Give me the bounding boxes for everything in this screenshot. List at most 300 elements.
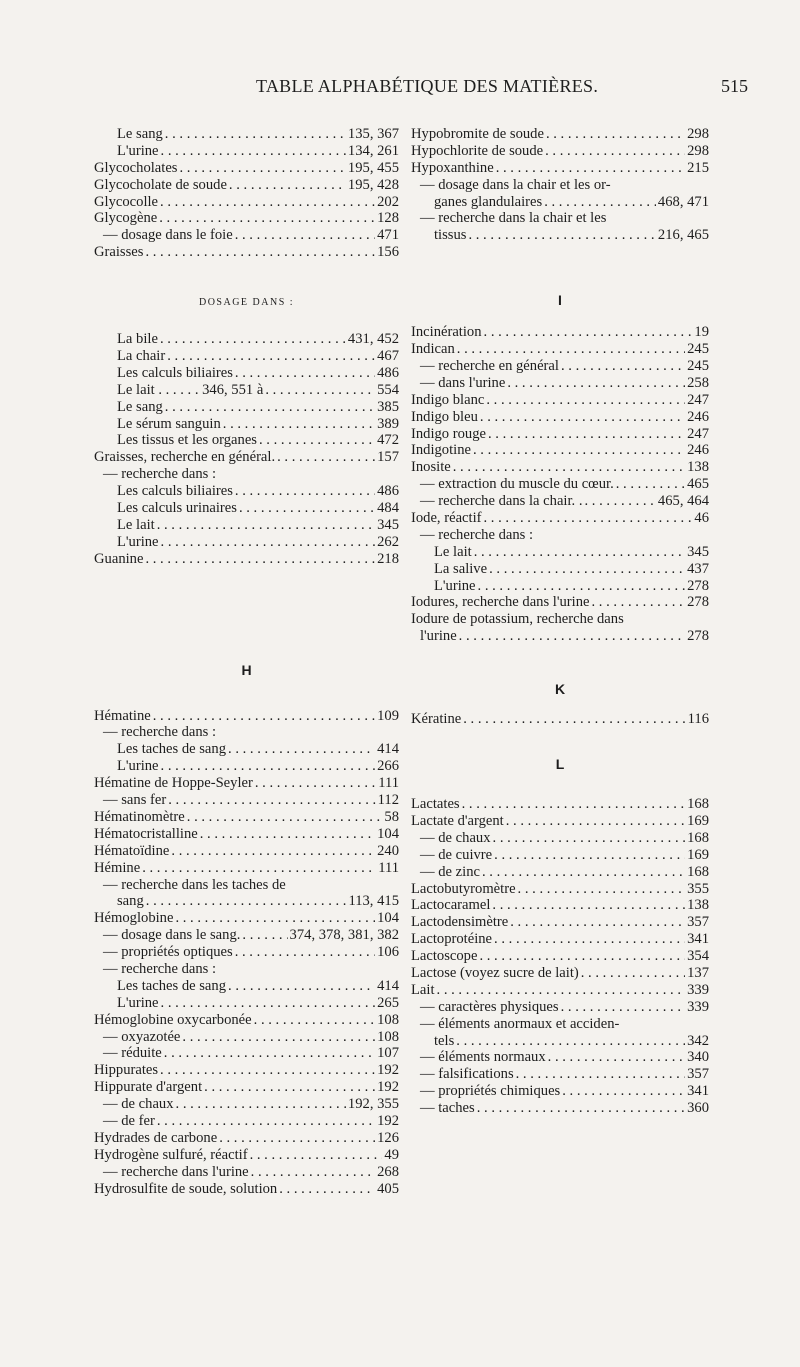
- index-entry: [411, 881, 709, 898]
- entry-term: Iode, réactif: [411, 510, 482, 527]
- index-entry: [94, 449, 399, 466]
- leader-dots: [546, 126, 685, 143]
- index-entry: [94, 927, 399, 944]
- entry-term: — dans l'urine: [420, 374, 506, 391]
- index-entry: [411, 948, 709, 965]
- index-entry: [94, 551, 399, 568]
- leader-dots: [160, 194, 375, 211]
- entry-term: — recherche dans l'urine: [103, 1163, 249, 1180]
- entry-term: sang: [117, 893, 144, 910]
- index-entry-continued: — éléments anormaux et acciden-: [420, 1015, 620, 1032]
- entry-pages: 339: [687, 998, 709, 1015]
- entry-pages: 247: [687, 391, 709, 408]
- entry-pages: 245: [687, 341, 709, 358]
- entry-pages: 431, 452: [347, 331, 399, 348]
- entry-term: Hypobromite de soude: [411, 126, 544, 142]
- entry-term: — recherche en général: [420, 358, 559, 375]
- left-column: [94, 126, 399, 1197]
- entry-term: Guanine: [94, 550, 144, 567]
- index-entry: [411, 711, 709, 728]
- leader-dots: [175, 910, 375, 927]
- entry-pages: 112: [377, 792, 399, 809]
- index-entry: [94, 1147, 399, 1164]
- index-entry: [411, 864, 709, 881]
- entry-term: tels: [434, 1032, 455, 1049]
- leader-dots: [219, 1130, 375, 1147]
- entry-term: La chair: [117, 348, 166, 365]
- entry-pages: 108: [377, 1011, 399, 1028]
- index-entry: [411, 830, 709, 847]
- leader-dots: [223, 416, 375, 433]
- entry-pages: 389: [377, 415, 399, 432]
- entry-pages: 355: [687, 880, 709, 897]
- entry-pages: 46: [694, 510, 709, 527]
- index-entry: [411, 392, 709, 409]
- entry-term: Indigotine: [411, 442, 471, 459]
- index-entry: [411, 476, 709, 493]
- entry-pages: 414: [377, 977, 399, 994]
- entry-term: — de chaux: [420, 829, 491, 846]
- dosage-list: [94, 331, 399, 567]
- letter-heading-k: K: [554, 681, 566, 698]
- entry-pages: 49: [384, 1146, 399, 1163]
- leader-dots: [157, 1113, 375, 1130]
- index-entry: [411, 143, 709, 160]
- index-entry: [411, 375, 709, 392]
- leader-dots: [161, 143, 346, 160]
- leader-dots: [255, 775, 376, 792]
- entry-term: Inosite: [411, 459, 451, 476]
- leader-dots: [478, 578, 686, 595]
- left-top-list: [94, 126, 399, 261]
- entry-pages: 268: [377, 1163, 399, 1180]
- index-entry: [411, 442, 709, 459]
- index-entry: [94, 724, 399, 741]
- leader-dots: [146, 893, 347, 910]
- index-entry: [94, 483, 399, 500]
- entry-pages: 111: [378, 775, 399, 792]
- entry-pages: 345: [377, 516, 399, 533]
- entry-term: — propriétés chimiques: [420, 1083, 561, 1100]
- index-entry: [411, 1100, 709, 1117]
- leader-dots: [561, 999, 686, 1016]
- index-entry: [411, 578, 709, 595]
- letter-heading-h: H: [241, 661, 252, 678]
- entry-pages: 215: [687, 159, 709, 176]
- index-entry: [411, 561, 709, 578]
- leader-dots: [153, 708, 375, 725]
- entry-term: — dosage dans le sang.: [103, 927, 241, 944]
- leader-dots: [548, 1049, 685, 1066]
- entry-pages: 341: [687, 931, 709, 948]
- index-entry: [411, 194, 709, 211]
- index-entry: [94, 534, 399, 551]
- leader-dots: [473, 442, 685, 459]
- entry-pages: 218: [377, 550, 399, 567]
- entry-pages: 437: [687, 560, 709, 577]
- entry-pages: 486: [377, 483, 399, 500]
- entry-pages: 247: [687, 425, 709, 442]
- entry-term: Lactoprotéine: [411, 931, 493, 948]
- entry-pages: 216, 465: [657, 227, 709, 244]
- index-entry: [94, 194, 399, 211]
- index-entry-continued: — dosage dans la chair et les or-: [420, 176, 611, 193]
- entry-term: Les calculs biliaires: [117, 364, 233, 381]
- entry-pages: 157: [377, 449, 399, 466]
- entry-pages: 405: [377, 1180, 399, 1197]
- leader-dots: [518, 881, 686, 898]
- leader-dots: [494, 931, 685, 948]
- leader-dots: [161, 534, 376, 551]
- entry-pages: 116: [687, 711, 709, 728]
- page-number: 515: [721, 76, 748, 96]
- index-entry: [94, 860, 399, 877]
- index-entry: [411, 544, 709, 561]
- letter-heading-i: I: [558, 292, 562, 309]
- entry-pages: 484: [377, 500, 399, 517]
- leader-dots: [165, 126, 346, 143]
- entry-term: Les calculs urinaires: [117, 500, 237, 517]
- entry-pages: 111: [378, 859, 399, 876]
- leader-dots: [160, 331, 346, 348]
- index-entry: [94, 244, 399, 261]
- index-entry: [94, 210, 399, 227]
- leader-dots: [279, 1181, 375, 1198]
- leader-dots: [142, 860, 376, 877]
- leader-dots: [591, 594, 685, 611]
- entry-term: — recherche dans :: [420, 526, 534, 543]
- leader-dots: [482, 864, 685, 881]
- entry-term: Hématine de Hoppe-Seyler: [94, 775, 253, 792]
- entry-term: — sans fer: [103, 792, 167, 809]
- entry-term: Hématoïdine: [94, 842, 170, 859]
- index-entry: [94, 517, 399, 534]
- index-entry: [94, 843, 399, 860]
- entry-pages: 341: [687, 1083, 709, 1100]
- entry-pages: 195, 455: [347, 159, 399, 176]
- entry-pages: 58: [384, 808, 399, 825]
- leader-dots: [235, 483, 375, 500]
- index-entry: [411, 847, 709, 864]
- leader-dots: [159, 210, 375, 227]
- entry-term: — propriétés optiques: [103, 944, 233, 961]
- right-column: [411, 126, 709, 1117]
- leader-dots: [506, 813, 685, 830]
- leader-dots: [584, 493, 655, 510]
- entry-term: Indigo blanc: [411, 391, 485, 408]
- index-entry: [94, 416, 399, 433]
- index-entry: [94, 1164, 399, 1181]
- entry-term: L'urine: [117, 994, 159, 1011]
- entry-term: Incinération: [411, 324, 482, 341]
- index-entry: [94, 466, 399, 483]
- entry-pages: 298: [687, 126, 709, 142]
- index-entry: [94, 758, 399, 775]
- entry-pages: 266: [377, 758, 399, 775]
- leader-dots: [179, 160, 345, 177]
- entry-term: La salive: [434, 560, 488, 577]
- entry-term: Hydrosulfite de soude, solution: [94, 1180, 278, 1197]
- entry-pages: 168: [687, 829, 709, 846]
- entry-pages: 108: [377, 1028, 399, 1045]
- entry-term: Le lait: [434, 543, 472, 560]
- index-entry: [94, 365, 399, 382]
- entry-pages: 339: [687, 981, 709, 998]
- entry-pages: 109: [377, 707, 399, 724]
- l-list-2: [411, 1049, 709, 1117]
- entry-term: Lactoscope: [411, 948, 478, 965]
- index-entry: [411, 527, 709, 544]
- leader-dots: [259, 432, 375, 449]
- entry-pages: 113, 415: [348, 893, 399, 910]
- index-entry: [94, 500, 399, 517]
- entry-pages: 278: [687, 628, 709, 645]
- leader-dots: [456, 1033, 685, 1050]
- entry-term: Indigo rouge: [411, 425, 486, 442]
- leader-dots: [562, 1083, 685, 1100]
- leader-dots: [239, 500, 375, 517]
- leader-dots: [507, 375, 685, 392]
- index-entry: [94, 877, 399, 894]
- leader-dots: [492, 897, 685, 914]
- entry-pages: 246: [687, 442, 709, 459]
- leader-dots: [235, 944, 375, 961]
- leader-dots: [228, 978, 375, 995]
- index-entry: [411, 341, 709, 358]
- leader-dots: [561, 358, 685, 375]
- entry-term: L'urine: [117, 758, 159, 775]
- index-entry: [411, 1033, 709, 1050]
- entry-term: — dosage dans le foie: [103, 227, 233, 244]
- entry-pages: 414: [377, 741, 399, 758]
- leader-dots: [229, 177, 346, 194]
- entry-pages: 357: [687, 1066, 709, 1083]
- entry-term: L'urine: [434, 577, 476, 594]
- entry-pages: 104: [377, 910, 399, 927]
- index-entry: [94, 1113, 399, 1130]
- entry-pages: 192: [377, 1112, 399, 1129]
- entry-term: Hydrades de carbone: [94, 1129, 218, 1146]
- entry-term: ganes glandulaires: [434, 193, 543, 210]
- entry-term: — de fer: [103, 1112, 155, 1129]
- entry-pages: 134, 261: [347, 142, 399, 159]
- leader-dots: [182, 1029, 375, 1046]
- index-entry: [94, 1130, 399, 1147]
- index-entry: [94, 893, 399, 910]
- entry-pages: 240: [377, 842, 399, 859]
- leader-dots: [242, 927, 287, 944]
- entry-term: Hémine: [94, 859, 141, 876]
- leader-dots: [200, 826, 375, 843]
- entry-pages: 126: [377, 1129, 399, 1146]
- leader-dots: [171, 843, 375, 860]
- entry-term: Glycocolle: [94, 193, 159, 210]
- k-list: [411, 711, 709, 728]
- entry-term: — de chaux: [103, 1096, 174, 1113]
- entry-pages: 472: [377, 432, 399, 449]
- entry-pages: 168: [687, 863, 709, 880]
- entry-pages: 265: [377, 994, 399, 1011]
- entry-pages: 106: [377, 944, 399, 961]
- index-entry-continued: — recherche dans la chair et les: [420, 210, 607, 227]
- entry-term: Indigo bleu: [411, 408, 478, 425]
- index-entry: [411, 914, 709, 931]
- leader-dots: [463, 711, 685, 728]
- entry-pages: 298: [687, 142, 709, 159]
- entry-pages: 465, 464: [657, 493, 709, 510]
- index-entry: [94, 331, 399, 348]
- entry-term: Hématine: [94, 707, 151, 724]
- entry-term: Glycocholates: [94, 159, 178, 176]
- index-entry: [411, 999, 709, 1016]
- leader-dots: [488, 426, 685, 443]
- index-entry: [411, 324, 709, 341]
- entry-term: — de zinc: [420, 863, 480, 880]
- leader-dots: [516, 1066, 685, 1083]
- leader-dots: [484, 324, 693, 341]
- index-entry: [94, 143, 399, 160]
- entry-pages: 246: [687, 408, 709, 425]
- leader-dots: [235, 365, 375, 382]
- index-entry-continued: Iodure de potassium, recherche dans: [411, 611, 624, 628]
- entry-term: Hémoglobine: [94, 910, 174, 927]
- entry-pages: 342: [687, 1032, 709, 1049]
- entry-term: — caractères physiques: [420, 998, 559, 1015]
- index-entry: [411, 796, 709, 813]
- leader-dots: [474, 544, 685, 561]
- index-entry: [411, 594, 709, 611]
- entry-term: Les calculs biliaires: [117, 483, 233, 500]
- entry-term: Hypochlorite de soude: [411, 142, 544, 159]
- entry-term: Kératine: [411, 711, 462, 728]
- index-entry: [94, 995, 399, 1012]
- index-entry: [411, 227, 709, 244]
- index-entry: [94, 348, 399, 365]
- entry-term: — taches: [420, 1100, 475, 1117]
- index-entry: [411, 160, 709, 177]
- entry-pages: 137: [687, 964, 709, 981]
- entry-pages: 202: [377, 193, 399, 210]
- entry-term: Glycogène: [94, 210, 158, 227]
- entry-pages: 135, 367: [347, 126, 399, 142]
- entry-pages: 169: [687, 812, 709, 829]
- index-entry: [411, 1066, 709, 1083]
- leader-dots: [250, 1147, 383, 1164]
- leader-dots: [437, 982, 686, 999]
- entry-pages: 245: [687, 358, 709, 375]
- entry-term: — recherche dans :: [103, 724, 217, 741]
- index-entry: [94, 1045, 399, 1062]
- entry-term: L'urine: [117, 142, 159, 159]
- entry-term: La bile: [117, 331, 158, 348]
- index-entry: [94, 910, 399, 927]
- index-entry: [411, 628, 709, 645]
- leader-dots: [480, 409, 685, 426]
- entry-term: — extraction du muscle du cœur.: [420, 476, 614, 493]
- entry-pages: 169: [687, 846, 709, 863]
- entry-term: Les taches de sang: [117, 977, 227, 994]
- entry-pages: 465: [687, 476, 709, 493]
- leader-dots: [494, 847, 685, 864]
- entry-term: Indican: [411, 341, 455, 358]
- index-entry: [411, 459, 709, 476]
- entry-term: Hématocristalline: [94, 825, 198, 842]
- leader-dots: [235, 227, 375, 244]
- entry-term: Hydrogène sulfuré, réactif: [94, 1146, 248, 1163]
- index-entry: [94, 1062, 399, 1079]
- index-entry: [411, 126, 709, 143]
- index-entry: [94, 432, 399, 449]
- entry-term: — recherche dans la chair. .: [420, 493, 583, 510]
- leader-dots: [145, 551, 375, 568]
- leader-dots: [145, 244, 375, 261]
- index-entry: [94, 126, 399, 143]
- entry-term: Lactates: [411, 796, 460, 813]
- leader-dots: [484, 510, 693, 527]
- index-entry: [411, 1083, 709, 1100]
- entry-term: Le sang: [117, 398, 163, 415]
- index-entry: [411, 931, 709, 948]
- entry-term: Iodures, recherche dans l'urine: [411, 594, 590, 611]
- right-top-list: [411, 126, 709, 177]
- leader-dots: [265, 382, 375, 399]
- entry-term: Lactate d'argent: [411, 812, 504, 829]
- leader-dots: [457, 341, 685, 358]
- entry-pages: 138: [687, 897, 709, 914]
- leader-dots: [168, 792, 375, 809]
- entry-pages: 354: [687, 948, 709, 965]
- l-list: [411, 796, 709, 1016]
- index-entry: [94, 978, 399, 995]
- index-entry: [94, 826, 399, 843]
- index-entry: [94, 160, 399, 177]
- leader-dots: [164, 1045, 375, 1062]
- leader-dots: [160, 1062, 375, 1079]
- leader-dots: [228, 741, 375, 758]
- entry-term: Les taches de sang: [117, 741, 227, 758]
- entry-term: Le lait: [117, 516, 155, 533]
- index-entry: [94, 1012, 399, 1029]
- entry-term: Lactose (voyez sucre de lait): [411, 964, 579, 981]
- index-entry: [94, 177, 399, 194]
- entry-term: L'urine: [117, 533, 159, 550]
- entry-term: l'urine: [420, 628, 457, 645]
- entry-pages: 340: [687, 1049, 709, 1066]
- entry-pages: 374, 378, 381, 382: [289, 927, 399, 944]
- entry-pages: 192: [377, 1062, 399, 1079]
- leader-dots: [493, 830, 686, 847]
- leader-dots: [545, 143, 685, 160]
- index-entry: [94, 227, 399, 244]
- index-entry: [411, 1049, 709, 1066]
- index-entry: [94, 944, 399, 961]
- entry-term: Graisses: [94, 244, 144, 261]
- leader-dots: [167, 348, 375, 365]
- entry-pages: 278: [687, 594, 709, 611]
- leader-dots: [477, 1100, 685, 1117]
- entry-term: Les tissus et les organes: [117, 432, 257, 449]
- index-entry: [94, 792, 399, 809]
- entry-pages: 128: [377, 210, 399, 227]
- leader-dots: [468, 227, 655, 244]
- entry-pages: 104: [377, 825, 399, 842]
- entry-pages: 385: [377, 398, 399, 415]
- entry-pages: 192: [377, 1079, 399, 1096]
- entry-term: tissus: [434, 227, 467, 244]
- index-entry: [411, 493, 709, 510]
- index-entry: [411, 409, 709, 426]
- entry-pages: 467: [377, 348, 399, 365]
